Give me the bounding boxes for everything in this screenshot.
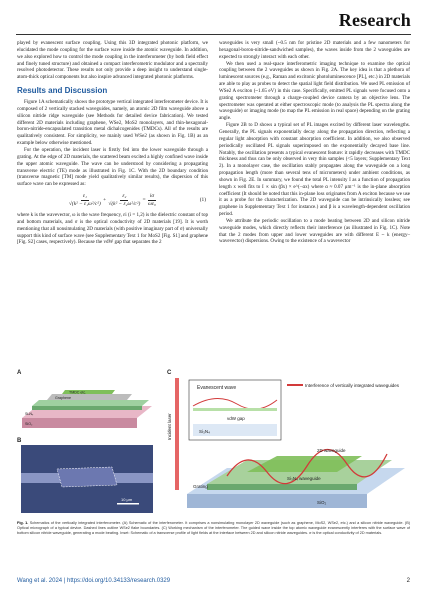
scale-bar xyxy=(117,503,139,505)
caption-text: Schematics of the vertically integrated interferometer. (A) Schematic of the interferometer. It comprises a nonsimulating monolayer 2D waveguide (such as graphene, MoS2, WSe2, etc.) and a silicon nitride waveguide. (B) Optical micrograph of a typical device. Dashed lines outline WSe2 flake boundaries. (C) Working mechanism of the interferometer. The guided wave inside the top atomic waveguide evanescently interferes with the surface wave of bottom silicon nitride waveguide, generating a mode beating. Inset: Schematic of a transverse profile of light fields at the interface between 2D and silicon nitride waveguides. σ is the optical conductivity of 2D materials. xyxy=(17,521,410,536)
grating-label: Grating xyxy=(193,484,208,489)
evanescent-label: Evanescent wave xyxy=(197,385,237,391)
graphene-label: Graphene xyxy=(55,396,71,400)
paragraph: Figure 2B to D shows a typical set of PL images excited by different laser wavelengths. Generally, the PL signals exponentially decay along the propagation direction, reflecting a regular light absorption with constant absorption coefficient. In addition, we also observed periodically oscillated PL signals superimposed on the exponentially decayed base line. Notably, the oscillation presents a typical evanescent feature: it rapidly decreases with TMDC thickness and thus can be only observed in very thin samples (<5 layers; Supplementary Text 2). In a monolayer case, the oscillation stably propagates along the waveguide on a long propagation length (more than several tens of micrometers) under ambient conditions, as shown in Fig. 2E. In summary, we found the total PL intensity I as a function of propagation length x well fits to I ∝ sin (βx) × e^(−αx) where α ≈ 0.07 μm⁻¹ is the in-plane absorption coefficient (It should be noted that this in-plane loss originates from A exciton because we use it as a probe for the characterization. The 2D waveguide can be intrinsically lossless; see graphene in Supplementary Text 1 for instance.) and β is a wavelength-dependent oscillation period. xyxy=(219,122,410,218)
sin-ridge-side xyxy=(32,406,142,410)
incident-laser-label: Incident laser xyxy=(167,413,172,440)
inset-sin-label: Si₃N₄ xyxy=(199,429,210,434)
interference-label: Interference of vertically integrated waveguides xyxy=(305,383,400,388)
panel-b-micrograph xyxy=(17,445,157,515)
paragraph: We then used a real-space interferometric imaging technique to examine the optical coupling between the 2 waveguides as shown in Fig. 2A. The key idea is that a plethora of luminescent sources (e.g., Raman and excitonic photoluminescence [PL], etc.) in 2D materials are able to play as probes to detect the spatial light field distribution. We used PL emission of WSe2 A exciton (~1.65 eV) in this case. Specifically, emitted PL signals were focused onto a grating spectrometer through a charge-coupled device camera by an objective lens. The spectrometer was operated at either spectroscopic mode (to analysis the PL spectra along the waveguide) or imaging mode (to map the PL emission in real space) depending on the grating angle. xyxy=(219,60,410,122)
intro-paragraph: played by evanescent surface coupling. Using this 3D integrated photonic platform, we elucidated the mode coupling for the surface wave inside the atomic waveguide. In addition, we also explored how to control the mode coupling in the interferometer (by both field effect and finely tuned structure) and obtained a compact interferometric modulator and a spectrally resolved photodetector. These results not only provide a deep insight to understand single-atom-thick optical components but also inspire advanced integrated photonic platforms. xyxy=(17,40,208,81)
paragraph: Figure 1A schematically shows the prototype vertical integrated interferometer device. It is composed of 2 vertically stacked waveguides, namely, an atomic 2D film waveguide above a silicon nitride ridge waveguide (see Methods for detailed device fabrication). We tested different 2D materials including graphene, WSe2, MoS2 monolayers, and thin-hexagonal-boron-nitride-encapsulated transition metal dichalcogenides (TMDCs). All of the results are qualitatively consistent. For simplicity, we mainly used WSe2 (as shown in Fig. 1B) as an example below otherwise mentioned. xyxy=(17,99,208,147)
sin-label: SiₓNᵧ xyxy=(25,412,34,416)
panel-label-c: C xyxy=(167,370,172,376)
panel-label-a: A xyxy=(17,370,22,376)
figure-1 xyxy=(17,370,410,518)
journal-title: Research xyxy=(338,10,411,30)
caption-lead: Fig. 1. xyxy=(17,521,29,525)
substrate-side xyxy=(187,494,367,508)
sin-waveguide-side xyxy=(207,484,357,490)
section-heading: Results and Discussion xyxy=(17,86,108,96)
sio2-label: SiO₂ xyxy=(25,422,33,426)
panel-label-b: B xyxy=(17,438,22,444)
tmdc-label: TMDC etc. xyxy=(69,390,87,395)
page-footer xyxy=(17,578,410,584)
incident-laser-beam xyxy=(175,378,179,490)
left-column xyxy=(17,40,208,246)
substrate-side xyxy=(22,418,137,428)
scale-label: 10 μm xyxy=(121,497,133,502)
interference-swatch xyxy=(287,384,303,386)
paragraph: We attribute the periodic oscillation to a mode beating between 2D and silicon nitride waveguide modes, which directly reflects their interference (as illustrated in Fig. 1C). Note that the 2 modes from upper and lower waveguides are with different E ~ k (energy–wavevector) dispersions. Owing to the existence of a wavevector xyxy=(219,217,410,245)
figure-caption xyxy=(17,521,410,537)
inset-2d-layer xyxy=(193,408,277,411)
paragraph: waveguides is very small (~0.5 nm for pristine 2D materials and a few nanometers for hexagonal-boron-nitride-sandwiched samples), the waves inside from the 2 waveguides are expected to strongly interact with each other. xyxy=(219,40,410,60)
right-column xyxy=(219,40,410,245)
paragraph: where k is the wavevector, ω is the wave frequency, εi (i = 1,2) is the dielectric constant of top and bottom materials, and σ is the optical conductivity of 2D materials [19]. It is worth mentioning that all nonsimulating 2D materials (with positive imaginary part of σ) universally support this kind of surface wave (see Supplementary Text 1 for MoS2 [Fig. S1] and graphene [Fig. S2] cases, respectively). Because the vdW gap that separates the 2 xyxy=(17,212,208,246)
equation-number: (1) xyxy=(199,196,206,203)
2d-waveguide-label: 2D waveguide xyxy=(317,448,346,453)
sin-waveguide-label: Si₃N₄ waveguide xyxy=(287,476,321,481)
panel-c-mechanism xyxy=(167,376,410,516)
paragraph: For the operation, the incident laser is firstly fed into the lower waveguide through a grating. At the edge of 2D materials, the scattered beam excited a highly confined wave inside the upper atomic waveguide. The wave can be understood by considering a propagating transverse electric (TE) mode as illustrated in Fig. 1C. With the 2D boundary condition (transverse magnetic [TM] mode yield qualitatively similar results), the dispersion of this surface wave can be expressed as: xyxy=(17,146,208,188)
panel-a-schematic xyxy=(17,378,157,438)
header-rule xyxy=(16,34,411,35)
equation: $\frac{\text{ε₁}}{\text{√(k² − ε₁ω²/c²)}}$ + $\frac{\text{ε₂}}{\text{√(k² − ε₂ω²/c²)}}$ = $\frac{i\sigma}{\text{ωε₀}}$ (1) xyxy=(68,192,206,207)
sio2-label: SiO₂ xyxy=(317,500,327,505)
vdw-gap-label: vdW gap xyxy=(227,416,245,421)
sin-ridge-top xyxy=(32,400,149,406)
wse2-flake-outline xyxy=(57,467,117,487)
page-number: 2 xyxy=(406,578,410,584)
footer-citation[interactable]: Wang et al. 2024 | https://doi.org/10.34133/research.0329 xyxy=(17,578,171,584)
